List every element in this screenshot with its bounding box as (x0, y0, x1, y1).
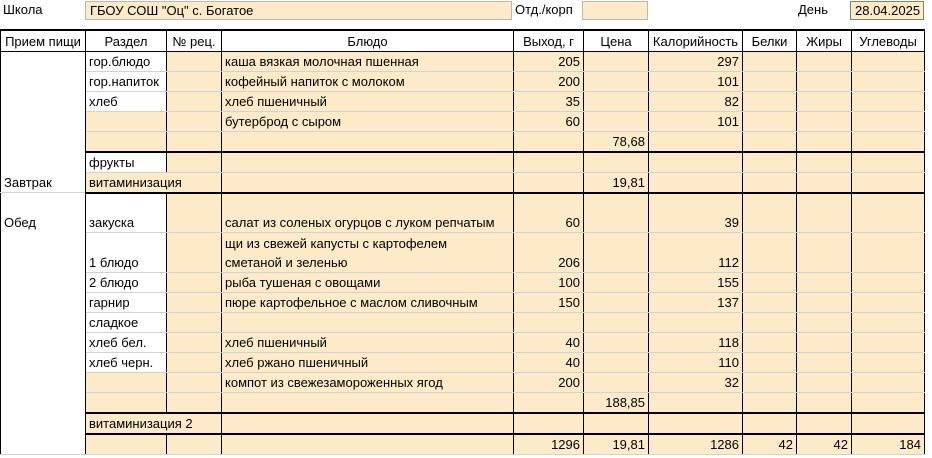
calories-cell[interactable]: 39 (649, 193, 743, 233)
carbs-cell[interactable] (852, 91, 925, 111)
recipe-cell[interactable] (167, 71, 222, 91)
col-carbs: Углеводы (852, 30, 925, 51)
calories-cell[interactable] (649, 172, 743, 193)
section-cell[interactable]: гор.блюдо (86, 51, 167, 71)
calories-cell[interactable]: 118 (649, 333, 743, 353)
yield-cell[interactable] (514, 152, 584, 173)
yield-cell[interactable] (514, 393, 584, 414)
protein-cell[interactable] (743, 233, 797, 273)
section-cell[interactable]: хлеб бел. (86, 333, 167, 353)
dish-cell[interactable]: салат из соленых огурцов с луком репчатым (222, 193, 514, 233)
fat-cell[interactable] (797, 131, 852, 152)
col-fat: Жиры (797, 30, 852, 51)
day-label: День (798, 2, 828, 17)
section-cell[interactable]: витаминизация 2 (86, 413, 222, 434)
fat-cell[interactable] (797, 233, 852, 273)
dish-cell[interactable]: хлеб ржано пшеничный (222, 353, 514, 373)
col-yield: Выход, г (514, 30, 584, 51)
calories-cell[interactable]: 101 (649, 111, 743, 131)
yield-cell[interactable]: 40 (514, 333, 584, 353)
dish-cell[interactable]: рыба тушеная с овощами (222, 273, 514, 293)
recipe-cell[interactable] (167, 51, 222, 71)
col-calories: Калорийность (649, 30, 743, 51)
yield-cell[interactable]: 200 (514, 373, 584, 393)
table-row (1, 91, 925, 111)
table-row (1, 373, 925, 393)
section-cell[interactable]: сладкое (86, 313, 167, 333)
dish-cell[interactable] (222, 413, 514, 434)
recipe-cell[interactable] (167, 293, 222, 313)
protein-cell[interactable] (743, 111, 797, 131)
price-cell[interactable] (584, 233, 649, 273)
section-cell[interactable]: хлеб черн. (86, 353, 167, 373)
protein-cell[interactable] (743, 71, 797, 91)
yield-cell[interactable]: 60 (514, 193, 584, 233)
fat-cell[interactable] (797, 193, 852, 233)
table-row (1, 193, 925, 233)
school-label: Школа (3, 2, 43, 17)
calories-cell[interactable]: 82 (649, 91, 743, 111)
yield-cell[interactable] (514, 313, 584, 333)
price-cell[interactable] (584, 71, 649, 91)
carbs-cell[interactable] (852, 373, 925, 393)
price-cell[interactable] (584, 193, 649, 233)
section-cell[interactable]: гарнир (86, 293, 167, 313)
recipe-cell[interactable] (167, 152, 222, 173)
section-cell[interactable]: закуска (86, 193, 167, 233)
dish-cell[interactable]: бутерброд с сыром (222, 111, 514, 131)
recipe-cell[interactable] (167, 434, 222, 455)
dish-cell[interactable]: пюре картофельное с маслом сливочным (222, 293, 514, 313)
price-cell[interactable]: 78,68 (584, 131, 649, 152)
section-cell[interactable]: витаминизация (86, 172, 222, 193)
dish-cell[interactable] (222, 152, 514, 173)
protein-cell[interactable] (743, 193, 797, 233)
dish-cell[interactable] (222, 172, 514, 193)
dish-cell[interactable] (222, 131, 514, 152)
dish-cell[interactable]: компот из свежезамороженных ягод (222, 373, 514, 393)
yield-cell[interactable]: 150 (514, 293, 584, 313)
fat-cell[interactable] (797, 293, 852, 313)
yield-cell[interactable] (514, 413, 584, 434)
dish-cell[interactable] (222, 233, 514, 273)
yield-cell[interactable]: 40 (514, 353, 584, 373)
fat-cell[interactable] (797, 373, 852, 393)
fat-cell[interactable] (797, 313, 852, 333)
yield-cell[interactable] (514, 131, 584, 152)
recipe-cell[interactable] (167, 193, 222, 233)
carbs-cell[interactable] (852, 273, 925, 293)
calories-cell[interactable]: 297 (649, 51, 743, 71)
table-row (1, 313, 925, 333)
carbs-cell[interactable] (852, 413, 925, 434)
fat-cell[interactable] (797, 172, 852, 193)
calories-cell[interactable]: 112 (649, 233, 743, 273)
menu-table (0, 29, 925, 455)
price-cell[interactable] (584, 413, 649, 434)
yield-cell[interactable]: 100 (514, 273, 584, 293)
fat-cell[interactable] (797, 91, 852, 111)
carbs-cell[interactable] (852, 152, 925, 173)
price-cell[interactable] (584, 273, 649, 293)
column-headers (1, 30, 925, 51)
calories-cell[interactable]: 137 (649, 293, 743, 313)
carbs-cell[interactable] (852, 293, 925, 313)
price-cell[interactable] (584, 353, 649, 373)
price-cell[interactable] (584, 373, 649, 393)
school-field[interactable]: ГБОУ СОШ "Оц" с. Богатое (85, 1, 512, 20)
dish-line-1: щи из свежей капусты с картофелем (225, 236, 448, 251)
dept-field[interactable] (582, 1, 648, 20)
fat-cell[interactable] (797, 393, 852, 414)
total-protein[interactable]: 42 (743, 434, 797, 455)
protein-cell[interactable] (743, 373, 797, 393)
fat-cell[interactable] (797, 333, 852, 353)
dept-label: Отд./корп (515, 2, 573, 17)
dish-cell[interactable]: каша вязкая молочная пшенная (222, 51, 514, 71)
table-row (1, 172, 925, 193)
yield-cell[interactable]: 205 (514, 51, 584, 71)
protein-cell[interactable] (743, 393, 797, 414)
recipe-cell[interactable] (167, 91, 222, 111)
protein-cell[interactable] (743, 152, 797, 173)
section-cell[interactable] (86, 131, 167, 152)
price-cell[interactable] (584, 152, 649, 173)
price-cell[interactable] (584, 313, 649, 333)
table-row (1, 71, 925, 91)
fat-cell[interactable] (797, 353, 852, 373)
meal-lunch: Обед (1, 193, 86, 455)
yield-cell[interactable]: 35 (514, 91, 584, 111)
carbs-cell[interactable] (852, 393, 925, 414)
recipe-cell[interactable] (167, 373, 222, 393)
dish-cell[interactable] (222, 434, 514, 455)
carbs-cell[interactable] (852, 51, 925, 71)
table-row (1, 353, 925, 373)
recipe-cell[interactable] (167, 131, 222, 152)
protein-cell[interactable] (743, 293, 797, 313)
carbs-cell[interactable] (852, 313, 925, 333)
protein-cell[interactable] (743, 51, 797, 71)
fat-cell[interactable] (797, 51, 852, 71)
table-row (1, 333, 925, 353)
carbs-cell[interactable] (852, 233, 925, 273)
yield-cell[interactable]: 206 (514, 233, 584, 273)
recipe-cell[interactable] (167, 111, 222, 131)
section-cell[interactable]: гор.напиток (86, 71, 167, 91)
carbs-cell[interactable] (852, 111, 925, 131)
price-cell[interactable] (584, 91, 649, 111)
protein-cell[interactable] (743, 172, 797, 193)
total-price[interactable]: 19,81 (584, 434, 649, 455)
calories-cell[interactable] (649, 152, 743, 173)
price-cell[interactable] (584, 333, 649, 353)
fat-cell[interactable] (797, 71, 852, 91)
total-fat[interactable]: 42 (797, 434, 852, 455)
price-cell[interactable] (584, 51, 649, 71)
protein-cell[interactable] (743, 313, 797, 333)
totals-row (1, 434, 925, 455)
calories-cell[interactable] (649, 413, 743, 434)
yield-cell[interactable] (514, 172, 584, 193)
section-cell[interactable] (86, 111, 167, 131)
yield-cell[interactable]: 200 (514, 71, 584, 91)
recipe-cell[interactable] (167, 353, 222, 373)
section-cell[interactable]: 2 блюдо (86, 273, 167, 293)
fat-cell[interactable] (797, 152, 852, 173)
dish-cell[interactable]: хлеб пшеничный (222, 333, 514, 353)
table-row (1, 293, 925, 313)
meal-breakfast: Завтрак (1, 51, 86, 193)
table-row (1, 111, 925, 131)
section-cell[interactable]: фрукты (86, 152, 167, 173)
calories-cell[interactable] (649, 313, 743, 333)
section-cell[interactable] (86, 434, 167, 455)
calories-cell[interactable]: 101 (649, 71, 743, 91)
section-cell[interactable] (86, 373, 167, 393)
table-row (1, 233, 925, 273)
dish-line-2: сметаной и зеленью (225, 255, 348, 270)
calories-cell[interactable] (649, 131, 743, 152)
price-cell[interactable]: 19,81 (584, 172, 649, 193)
yield-cell[interactable]: 60 (514, 111, 584, 131)
calories-cell[interactable] (649, 393, 743, 414)
table-row (1, 273, 925, 293)
dish-cell[interactable] (222, 313, 514, 333)
protein-cell[interactable] (743, 91, 797, 111)
carbs-cell[interactable] (852, 172, 925, 193)
section-cell[interactable] (86, 393, 167, 414)
table-row (1, 51, 925, 71)
price-cell[interactable] (584, 293, 649, 313)
protein-cell[interactable] (743, 273, 797, 293)
table-row (1, 413, 925, 434)
recipe-cell[interactable] (167, 393, 222, 414)
recipe-cell[interactable] (167, 333, 222, 353)
col-section: Раздел (86, 30, 167, 51)
carbs-cell[interactable] (852, 333, 925, 353)
price-cell[interactable] (584, 111, 649, 131)
fat-cell[interactable] (797, 111, 852, 131)
protein-cell[interactable] (743, 353, 797, 373)
recipe-cell[interactable] (167, 233, 222, 273)
table-row-subtotal (1, 393, 925, 414)
recipe-cell[interactable] (167, 273, 222, 293)
total-calories[interactable]: 1286 (649, 434, 743, 455)
col-price: Цена (584, 30, 649, 51)
calories-cell[interactable]: 110 (649, 353, 743, 373)
carbs-cell[interactable] (852, 193, 925, 233)
calories-cell[interactable]: 32 (649, 373, 743, 393)
fat-cell[interactable] (797, 413, 852, 434)
carbs-cell[interactable] (852, 71, 925, 91)
protein-cell[interactable] (743, 131, 797, 152)
total-carbs[interactable]: 184 (852, 434, 925, 455)
dish-cell[interactable] (222, 393, 514, 414)
table-row (1, 152, 925, 173)
col-recipe: № рец. (167, 30, 222, 51)
recipe-cell[interactable] (167, 313, 222, 333)
total-yield[interactable]: 1296 (514, 434, 584, 455)
section-cell[interactable]: хлеб (86, 91, 167, 111)
col-protein: Белки (743, 30, 797, 51)
carbs-cell[interactable] (852, 353, 925, 373)
protein-cell[interactable] (743, 413, 797, 434)
protein-cell[interactable] (743, 333, 797, 353)
table-row-subtotal (1, 131, 925, 152)
carbs-cell[interactable] (852, 131, 925, 152)
day-field[interactable]: 28.04.2025 (850, 1, 924, 20)
price-cell[interactable]: 188,85 (584, 393, 649, 414)
col-meal: Прием пищи (1, 30, 86, 51)
fat-cell[interactable] (797, 273, 852, 293)
section-cell[interactable]: 1 блюдо (86, 233, 167, 273)
dish-cell[interactable]: хлеб пшеничный (222, 91, 514, 111)
dish-cell[interactable]: кофейный напиток с молоком (222, 71, 514, 91)
calories-cell[interactable]: 155 (649, 273, 743, 293)
col-dish: Блюдо (222, 30, 514, 51)
